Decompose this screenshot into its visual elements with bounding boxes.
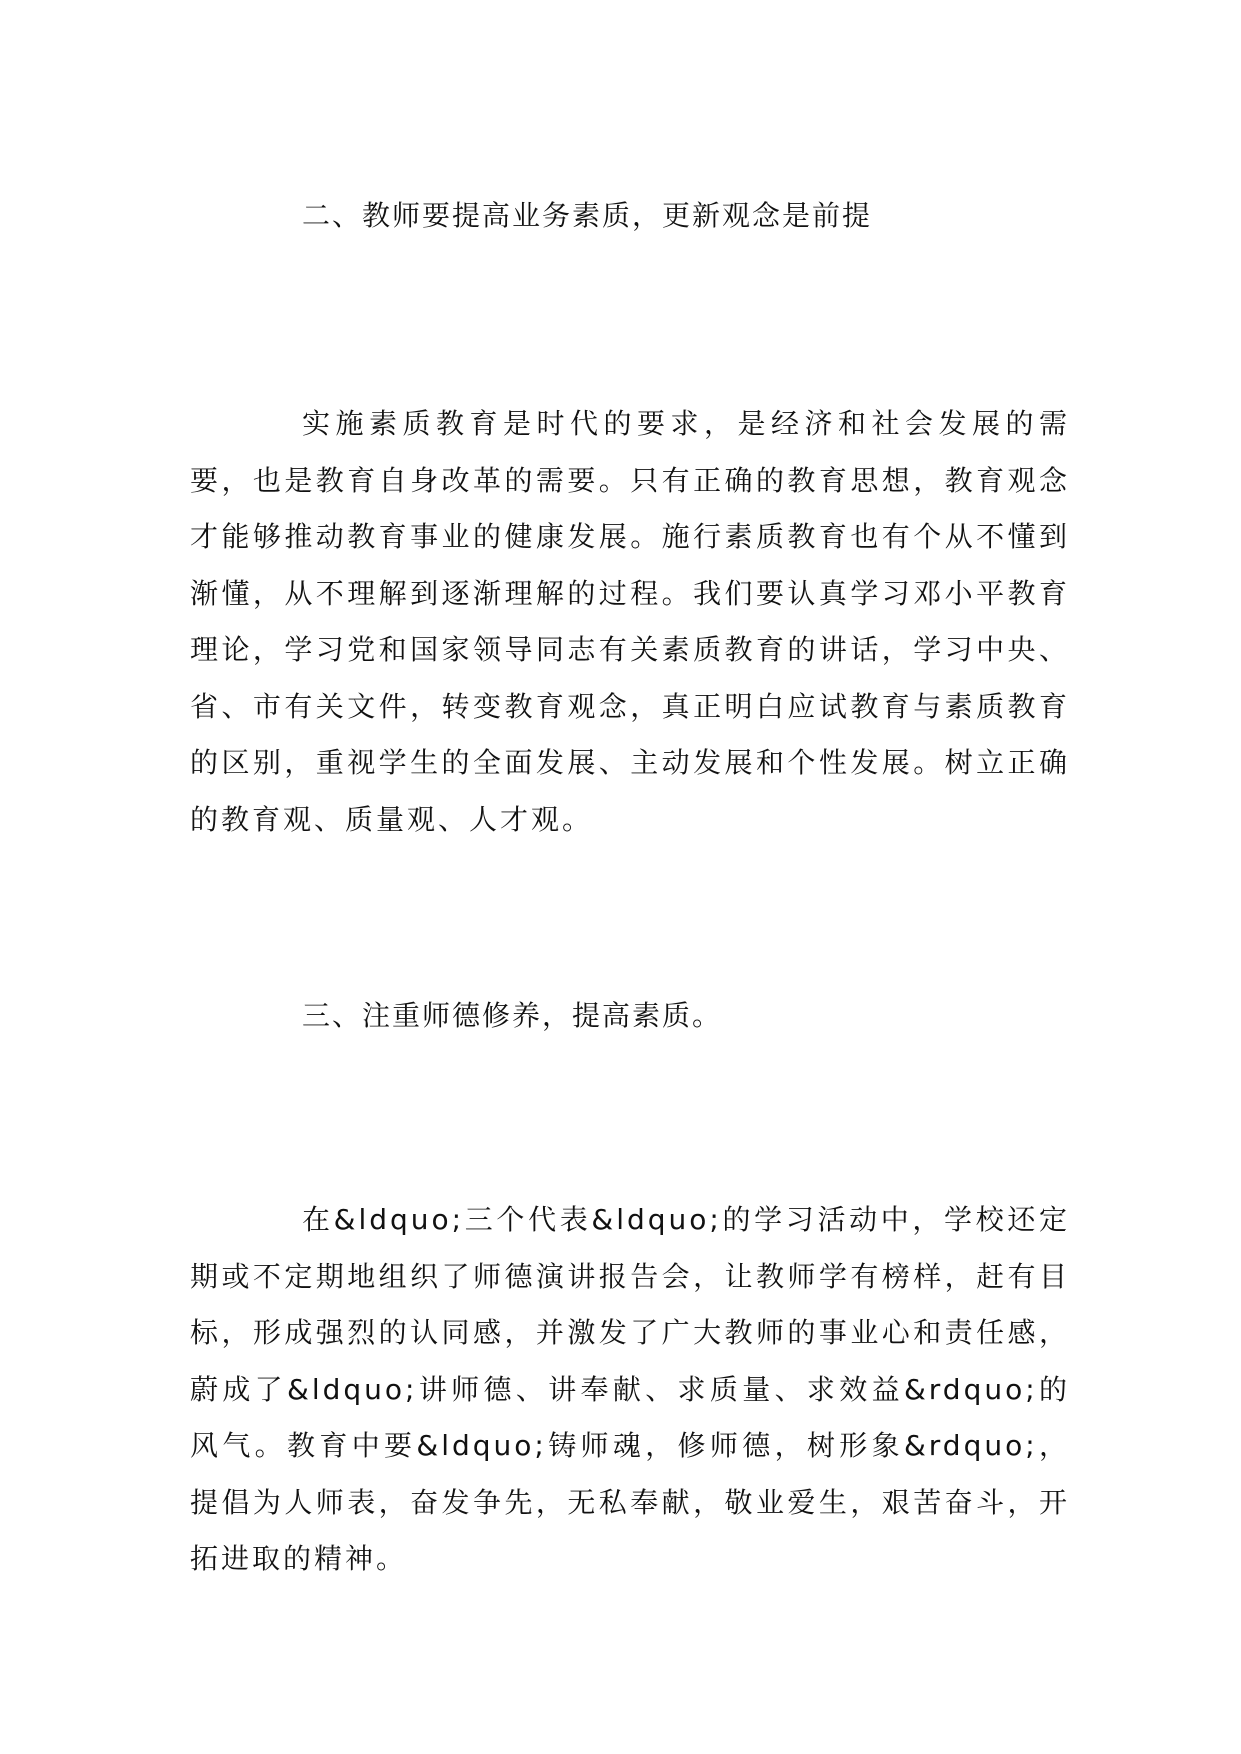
section-2-paragraph: 实施素质教育是时代的要求，是经济和社会发展的需要，也是教育自身改革的需要。只有正确的教育思想，教育观念才能够推动教育事业的健康发展。施行素质教育也有个从不懂到渐懂，从不理解到逐渐理解的过程。我们要认真学习邓小平教育理论，学习党和国家领导同志有关素质教育的讲话，学习中央、省、市有关文件，转变教育观念，真正明白应试教育与素质教育的区别，重视学生的全面发展、主动发展和个性发展。树立正确的教育观、质量观、人才观。: [190, 407, 1070, 836]
section-3-heading: 三、注重师德修养，提高素质。: [302, 999, 723, 1032]
document-body: [190, 196, 1070, 1588]
section-3-paragraph: 在&ldquo;三个代表&ldquo;的学习活动中，学校还定期或不定期地组织了师德演讲报告会，让教师学有榜样，赶有目标，形成强烈的认同感，并激发了广大教师的事业心和责任感，蔚成了&ldquo;讲师德、讲奉献、求质量、求效益&rdquo;的风气。教育中要&ldquo;铸师魂，修师德，树形象&rdquo;，提倡为人师表，奋发争先，无私奉献，敬业爱生，艰苦奋斗，开拓进取的精神。: [190, 1203, 1070, 1575]
section-2-heading: 二、教师要提高业务素质，更新观念是前提: [302, 199, 873, 232]
